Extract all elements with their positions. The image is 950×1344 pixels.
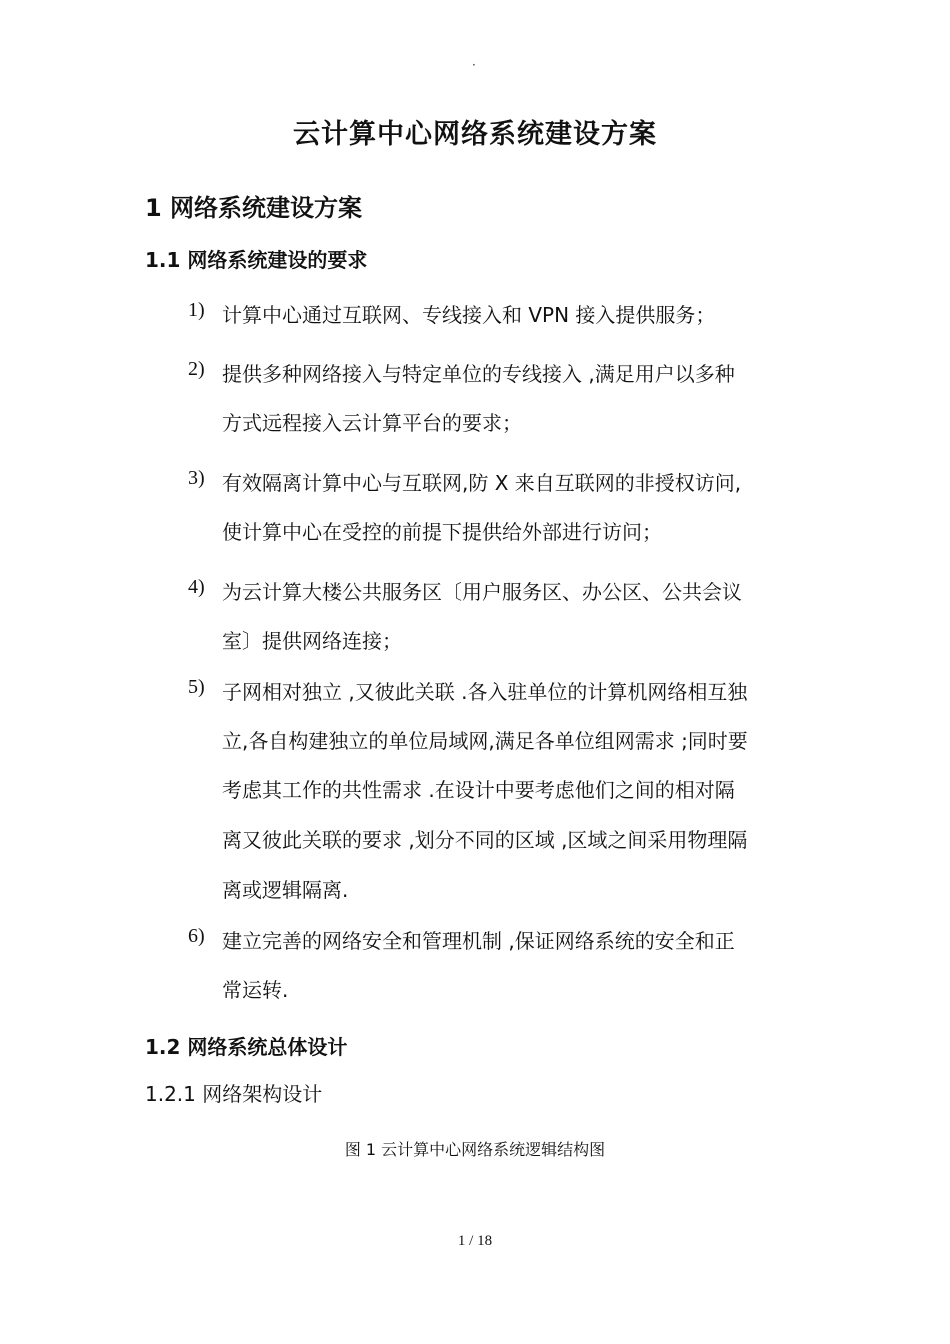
page-number: 1 / 18	[457, 1233, 493, 1249]
heading-1-1: 1.1 网络系统建设的要求	[145, 248, 368, 272]
list-item-line: 为云计算大楼公共服务区〔用户服务区、办公区、公共会议	[222, 580, 742, 604]
list-item-line: 离又彼此关联的要求 ,划分不同的区域 ,区域之间采用物理隔	[222, 828, 748, 852]
heading-1-2: 1.2 网络系统总体设计	[145, 1035, 348, 1059]
document-title: 云计算中心网络系统建设方案	[293, 119, 657, 150]
list-item-line: 使计算中心在受控的前提下提供给外部进行访问；	[222, 520, 662, 544]
list-item-number: 2)	[188, 358, 205, 380]
list-item-line: 室〕提供网络连接；	[222, 629, 402, 653]
list-item-line: 提供多种网络接入与特定单位的专线接入 ,满足用户以多种	[222, 362, 735, 386]
heading-1-2-1: 1.2.1 网络架构设计	[145, 1082, 323, 1106]
list-item-number: 5)	[188, 676, 205, 698]
list-item-number: 6)	[188, 925, 205, 947]
list-item-line: 子网相对独立 ,又彼此关联 .各入驻单位的计算机网络相互独	[222, 680, 748, 704]
list-item-line: 建立完善的网络安全和管理机制 ,保证网络系统的安全和正	[222, 929, 735, 953]
list-item-line: 计算中心通过互联网、专线接入和 VPN 接入提供服务；	[222, 303, 716, 327]
list-item-number: 1)	[188, 299, 205, 321]
list-item-line: 常运转.	[222, 978, 289, 1002]
list-item-line: 有效隔离计算中心与互联网,防 X 来自互联网的非授权访问,	[222, 471, 742, 495]
header-mark: ·	[472, 58, 476, 72]
list-item-line: 离或逻辑隔离.	[222, 878, 349, 902]
list-item-line: 方式远程接入云计算平台的要求；	[222, 411, 522, 435]
list-item-line: 立,各自构建独立的单位局域网,满足各单位组网需求 ;同时要	[222, 729, 748, 753]
list-item-line: 考虑其工作的共性需求 .在设计中要考虑他们之间的相对隔	[222, 778, 735, 802]
figure-caption: 图 1 云计算中心网络系统逻辑结构图	[344, 1140, 606, 1159]
heading-1: 1 网络系统建设方案	[145, 194, 363, 222]
list-item-number: 3)	[188, 467, 205, 489]
list-item-number: 4)	[188, 576, 205, 598]
